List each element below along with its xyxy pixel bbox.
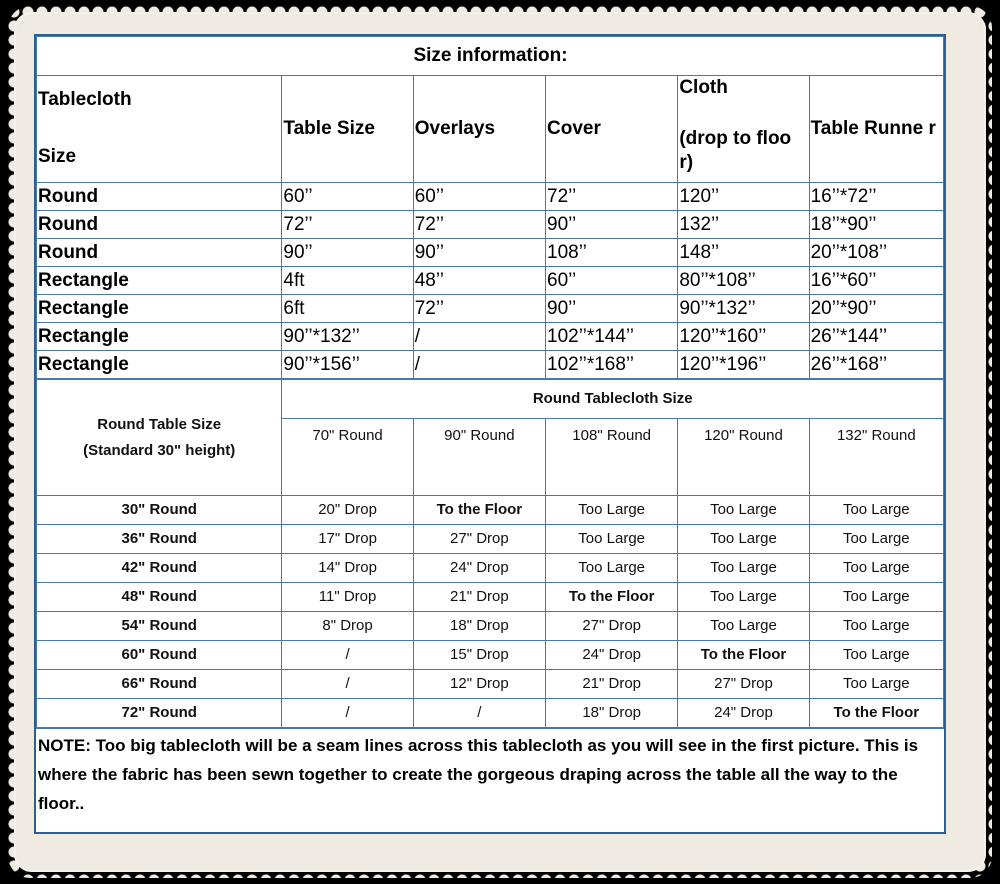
cell-overlays: 90’’ <box>413 239 545 267</box>
size-chart-sheet <box>34 34 946 834</box>
cell-runner: 18’’*90’’ <box>809 211 943 239</box>
cell-cloth: 120’’ <box>678 183 809 211</box>
header-cover: Cover <box>546 76 678 183</box>
table-row <box>37 211 944 239</box>
drop-cell: 17" Drop <box>282 525 413 554</box>
row-table-size: 36" Round <box>37 525 282 554</box>
header-tablecloth-size <box>37 76 282 183</box>
cell-shape: Round <box>37 239 282 267</box>
cell-table-size: 6ft <box>282 295 413 323</box>
drop-cell: 14" Drop <box>282 554 413 583</box>
cell-table-size: 60’’ <box>282 183 413 211</box>
cell-cover: 72’’ <box>546 183 678 211</box>
table-row <box>37 351 944 379</box>
column-header: 108" Round <box>546 419 678 496</box>
table-row <box>37 239 944 267</box>
cell-runner: 20’’*90’’ <box>809 295 943 323</box>
cell-cover: 102’’*168’’ <box>546 351 678 379</box>
cell-table-size: 90’’*156’’ <box>282 351 413 379</box>
round-drop-table <box>36 379 944 728</box>
drop-cell: 12" Drop <box>413 670 545 699</box>
cell-table-size: 72’’ <box>282 211 413 239</box>
drop-cell: 21" Drop <box>413 583 545 612</box>
drop-cell: 11" Drop <box>282 583 413 612</box>
cell-runner: 26’’*144’’ <box>809 323 943 351</box>
cell-cover: 108’’ <box>546 239 678 267</box>
cell-overlays: 60’’ <box>413 183 545 211</box>
cell-overlays: 48’’ <box>413 267 545 295</box>
drop-cell: Too Large <box>678 554 809 583</box>
table-row <box>37 183 944 211</box>
drop-cell: Too Large <box>678 612 809 641</box>
cell-shape: Rectangle <box>37 351 282 379</box>
header-table-runner: Table Runne r <box>809 76 943 183</box>
cell-shape: Rectangle <box>37 295 282 323</box>
drop-cell: 24" Drop <box>678 699 809 728</box>
cell-shape: Rectangle <box>37 323 282 351</box>
table-row <box>37 554 944 583</box>
drop-cell: 15" Drop <box>413 641 545 670</box>
row-table-size: 66" Round <box>37 670 282 699</box>
header-cloth-line2: (drop to floo r) <box>679 127 792 174</box>
cell-runner: 26’’*168’’ <box>809 351 943 379</box>
cell-cover: 102’’*144’’ <box>546 323 678 351</box>
row-table-size: 72" Round <box>37 699 282 728</box>
cell-shape: Round <box>37 183 282 211</box>
header-tablecloth-line1: Tablecloth <box>38 89 132 110</box>
cell-table-size: 90’’ <box>282 239 413 267</box>
cell-cloth: 148’’ <box>678 239 809 267</box>
header-tablecloth-line2: Size <box>38 146 77 168</box>
table-row <box>37 525 944 554</box>
cell-overlays: 72’’ <box>413 295 545 323</box>
corner-line2: (Standard 30" height) <box>83 441 236 459</box>
table-row <box>37 583 944 612</box>
drop-cell: Too Large <box>809 525 943 554</box>
drop-cell: Too Large <box>678 525 809 554</box>
drop-cell: Too Large <box>809 612 943 641</box>
cell-cloth: 90’’*132’’ <box>678 295 809 323</box>
size-information-table <box>36 36 944 379</box>
drop-cell: / <box>282 641 413 670</box>
drop-cell: Too Large <box>809 641 943 670</box>
drop-cell: Too Large <box>809 554 943 583</box>
cell-runner: 16’’*60’’ <box>809 267 943 295</box>
cell-cover: 90’’ <box>546 211 678 239</box>
header-cloth-line1: Cloth <box>679 77 728 98</box>
column-header: 90" Round <box>413 419 545 496</box>
row-table-size: 42" Round <box>37 554 282 583</box>
drop-cell: 18" Drop <box>413 612 545 641</box>
cell-overlays: 72’’ <box>413 211 545 239</box>
row-table-size: 60" Round <box>37 641 282 670</box>
drop-cell: 24" Drop <box>546 641 678 670</box>
cell-cloth: 120’’*160’’ <box>678 323 809 351</box>
cell-cover: 90’’ <box>546 295 678 323</box>
drop-cell: Too Large <box>809 496 943 525</box>
drop-cell: 18" Drop <box>546 699 678 728</box>
column-header: 132" Round <box>809 419 943 496</box>
drop-cell: 20" Drop <box>282 496 413 525</box>
table-row <box>37 267 944 295</box>
table-row <box>37 323 944 351</box>
drop-cell: 8" Drop <box>282 612 413 641</box>
table-row <box>37 295 944 323</box>
drop-cell: 24" Drop <box>413 554 545 583</box>
table-row <box>37 641 944 670</box>
table-row <box>37 496 944 525</box>
header-cloth <box>678 76 809 183</box>
drop-cell: To the Floor <box>809 699 943 728</box>
drop-cell: To the Floor <box>546 583 678 612</box>
row-table-size: 48" Round <box>37 583 282 612</box>
drop-cell: Too Large <box>678 583 809 612</box>
drop-cell: 27" Drop <box>413 525 545 554</box>
drop-cell: / <box>282 670 413 699</box>
cell-shape: Round <box>37 211 282 239</box>
note-text: NOTE: Too big tablecloth will be a seam lines across this tablecloth as you will see in the first picture. This is where the fabric has been sewn together to create the gorgeous draping across the table all the way to the floor.. <box>36 728 944 818</box>
cell-cloth: 132’’ <box>678 211 809 239</box>
drop-cell: Too Large <box>546 496 678 525</box>
table-row <box>37 670 944 699</box>
drop-cell: Too Large <box>809 583 943 612</box>
drop-cell: / <box>413 699 545 728</box>
cell-overlays: / <box>413 323 545 351</box>
cell-runner: 20’’*108’’ <box>809 239 943 267</box>
header-overlays: Overlays <box>413 76 545 183</box>
drop-cell: Too Large <box>546 525 678 554</box>
drop-cell: To the Floor <box>413 496 545 525</box>
row-table-size: 30" Round <box>37 496 282 525</box>
header-table-size: Table Size <box>282 76 413 183</box>
drop-cell: 27" Drop <box>546 612 678 641</box>
column-header: 70" Round <box>282 419 413 496</box>
cell-overlays: / <box>413 351 545 379</box>
cell-cloth: 80’’*108’’ <box>678 267 809 295</box>
cell-runner: 16’’*72’’ <box>809 183 943 211</box>
table-title: Size information: <box>37 37 944 76</box>
drop-cell: 27" Drop <box>678 670 809 699</box>
cell-table-size: 4ft <box>282 267 413 295</box>
drop-cell: / <box>282 699 413 728</box>
drop-cell: Too Large <box>546 554 678 583</box>
header-row <box>37 76 944 183</box>
round-tablecloth-size-header: Round Tablecloth Size <box>282 380 944 419</box>
drop-cell: 21" Drop <box>546 670 678 699</box>
table-row <box>37 699 944 728</box>
drop-cell: To the Floor <box>678 641 809 670</box>
corner-line1: Round Table Size <box>97 416 222 433</box>
row-table-size: 54" Round <box>37 612 282 641</box>
drop-cell: Too Large <box>809 670 943 699</box>
cell-shape: Rectangle <box>37 267 282 295</box>
cell-cloth: 120’’*196’’ <box>678 351 809 379</box>
drop-cell: Too Large <box>678 496 809 525</box>
column-header: 120" Round <box>678 419 809 496</box>
cell-cover: 60’’ <box>546 267 678 295</box>
cell-table-size: 90’’*132’’ <box>282 323 413 351</box>
table-row <box>37 612 944 641</box>
round-table-size-header <box>37 380 282 496</box>
